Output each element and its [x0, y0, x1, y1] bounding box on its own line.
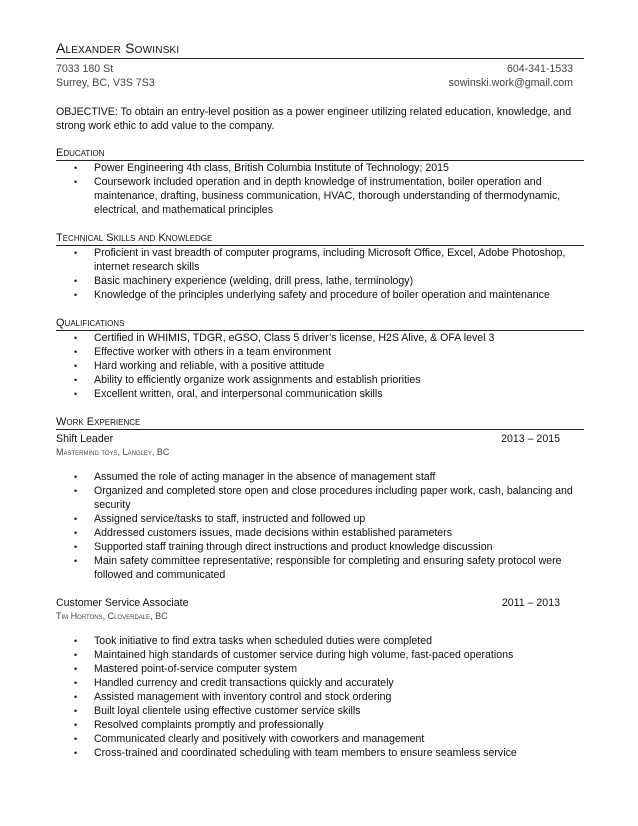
list-item — [56, 274, 584, 288]
address-block — [56, 62, 155, 90]
list-item-text: Built loyal clientele using effective customer service skills — [94, 705, 361, 717]
job-header — [56, 596, 584, 610]
list-item-text: Knowledge of the principles underlying safety and procedure of boiler operation and maintenance — [94, 289, 550, 301]
list-item-text: Took initiative to find extra tasks when scheduled duties were completed — [94, 635, 433, 647]
list-item-text: Effective worker with others in a team environment — [94, 346, 332, 358]
list-item — [56, 387, 584, 401]
list-item — [56, 246, 584, 274]
bullet-icon: • — [74, 163, 78, 173]
bullet-icon: • — [74, 542, 78, 552]
work-experience-divider — [56, 429, 584, 430]
list-item-text: Basic machinery experience (welding, drill press, lathe, terminology) — [94, 275, 414, 287]
job-title: Shift Leader — [56, 433, 114, 445]
list-item — [56, 345, 584, 359]
list-item-text: Hard working and reliable, with a positive attitude — [94, 360, 325, 372]
bullet-icon: • — [74, 472, 78, 482]
list-item-text: Mastered point-of-service computer system — [94, 663, 298, 675]
bullet-icon: • — [74, 290, 78, 300]
bullet-icon: • — [74, 720, 78, 730]
list-item — [56, 746, 584, 760]
list-item-text: Assisted management with inventory control and stock ordering — [94, 691, 392, 703]
list-item — [56, 648, 584, 662]
bullet-icon: • — [74, 748, 78, 758]
candidate-name: Alexander Sowinski — [56, 40, 180, 56]
bullet-icon: • — [74, 664, 78, 674]
list-item — [56, 175, 584, 217]
list-item-text: Power Engineering 4th class, British Columbia Institute of Technology; 2015 — [94, 162, 449, 174]
list-item — [56, 704, 584, 718]
bullet-icon: • — [74, 636, 78, 646]
objective-statement: OBJECTIVE: To obtain an entry-level position as a power engineer utilizing related education, knowledge, and strong work ethic to add value to the company. — [56, 106, 572, 132]
bullet-icon: • — [74, 276, 78, 286]
qualifications-heading: Qualifications — [56, 317, 125, 329]
list-item — [56, 512, 584, 526]
bullet-icon: • — [74, 361, 78, 371]
email-address: sowinski.work@gmail.com — [448, 77, 573, 89]
job-dates: 2011 – 2013 — [501, 597, 560, 609]
bullet-icon: • — [74, 556, 78, 566]
bullet-icon: • — [74, 248, 78, 258]
bullet-icon: • — [74, 692, 78, 702]
header-divider — [56, 58, 584, 59]
bullet-icon: • — [74, 486, 78, 496]
list-item-text: Proficient in vast breadth of computer programs, including Microsoft Office, Excel, Adobe Photoshop, internet research skills — [94, 247, 566, 273]
bullet-icon: • — [74, 734, 78, 744]
address-line-2: Surrey, BC, V3S 7S3 — [56, 77, 155, 89]
list-item-text: Handled currency and credit transactions quickly and accurately — [94, 677, 394, 689]
bullet-icon: • — [74, 678, 78, 688]
list-item — [56, 540, 584, 554]
list-item-text: Organized and completed store open and close procedures including paper work, cash, balancing and security — [94, 485, 573, 511]
list-item-text: Certified in WHIMIS, TDGR, eGSO, Class 5 driver’s license, H2S Alive, & OFA level 3 — [94, 332, 495, 344]
list-item — [56, 288, 584, 302]
bullet-icon: • — [74, 528, 78, 538]
list-item-text: Cross-trained and coordinated scheduling with team members to ensure seamless service — [94, 747, 517, 759]
skills-heading: Technical Skills and Knowledge — [56, 232, 213, 244]
list-item-text: Excellent written, oral, and interpersonal communication skills — [94, 388, 383, 400]
address-line-1: 7033 180 St — [56, 63, 114, 75]
skills-list — [56, 246, 584, 302]
list-item — [56, 690, 584, 704]
list-item — [56, 718, 584, 732]
phone-number: 604-341-1533 — [507, 63, 573, 75]
list-item — [56, 359, 584, 373]
job-company: Mastermind toys, Langley, BC — [56, 447, 170, 457]
bullet-icon: • — [74, 177, 78, 187]
list-item-text: Supported staff training through direct instructions and product knowledge discussion — [94, 541, 493, 553]
job-duties-list — [56, 470, 584, 582]
qualifications-list — [56, 331, 584, 401]
list-item — [56, 662, 584, 676]
phone-email-block — [449, 62, 584, 90]
list-item — [56, 732, 584, 746]
list-item — [56, 634, 584, 648]
bullet-icon: • — [74, 514, 78, 524]
bullet-icon: • — [74, 347, 78, 357]
list-item-text: Assumed the role of acting manager in the absence of management staff — [94, 471, 436, 483]
list-item-text: Assigned service/tasks to staff, instructed and followed up — [94, 513, 366, 525]
job-dates: 2013 – 2015 — [501, 433, 560, 445]
job-duties-list — [56, 634, 584, 760]
education-heading: Education — [56, 147, 105, 159]
education-list — [56, 161, 584, 217]
bullet-icon: • — [74, 706, 78, 716]
list-item — [56, 526, 584, 540]
bullet-icon: • — [74, 650, 78, 660]
job-company: Tim Hortons, Cloverdale, BC — [56, 611, 168, 621]
list-item — [56, 676, 584, 690]
list-item-text: Maintained high standards of customer service during high volume, fast-paced operations — [94, 649, 514, 661]
list-item-text: Communicated clearly and positively with coworkers and management — [94, 733, 425, 745]
bullet-icon: • — [74, 333, 78, 343]
list-item — [56, 331, 584, 345]
work-experience-heading: Work Experience — [56, 416, 141, 428]
list-item — [56, 373, 584, 387]
contact-block — [56, 62, 584, 90]
list-item-text: Resolved complaints promptly and professionally — [94, 719, 324, 731]
list-item — [56, 484, 584, 512]
list-item — [56, 470, 584, 484]
list-item-text: Main safety committee representative; responsible for completing and ensuring safety protocol were followed and communicated — [94, 555, 562, 581]
list-item-text: Coursework included operation and in depth knowledge of instrumentation, boiler operation and maintenance, drafting, business communication, HVAC, thorough understanding of thermodynamic, electrical, and mathematical principles — [94, 176, 561, 216]
job-title: Customer Service Associate — [56, 597, 189, 609]
resume-page — [56, 38, 584, 760]
job-header — [56, 432, 584, 446]
bullet-icon: • — [74, 389, 78, 399]
bullet-icon: • — [74, 375, 78, 385]
list-item-text: Ability to efficiently organize work assignments and establish priorities — [94, 374, 421, 386]
list-item — [56, 554, 584, 582]
list-item-text: Addressed customers issues, made decisions within established parameters — [94, 527, 453, 539]
list-item — [56, 161, 584, 175]
